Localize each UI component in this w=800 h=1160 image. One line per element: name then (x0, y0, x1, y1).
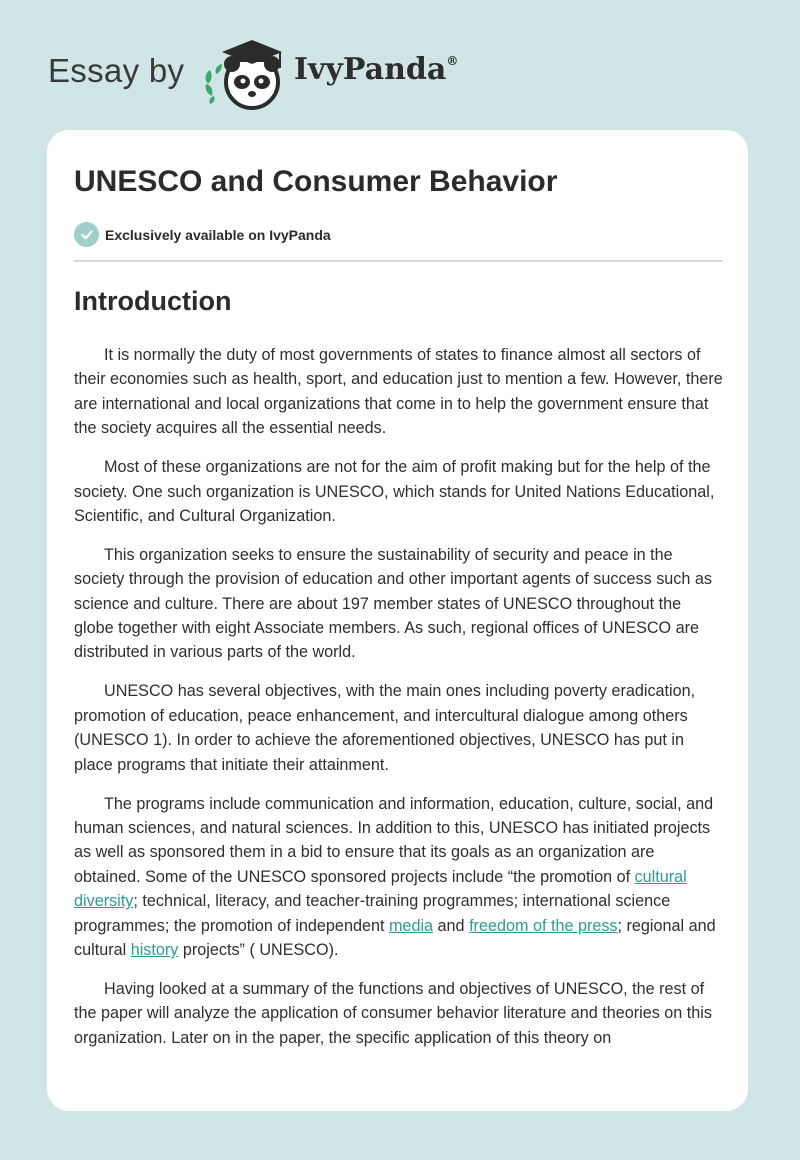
paragraph-5-text-5: projects” ( UNESCO). (178, 940, 339, 959)
page-title: UNESCO and Consumer Behavior (74, 165, 558, 198)
site-header (48, 34, 752, 114)
paragraph-5-text-2: ; technical, literacy, and teacher-training programmes; international science programmes; the promotion of independent (74, 892, 671, 935)
paragraph-5-text-4: ; regional and cultural (74, 916, 716, 959)
link-history[interactable]: history (130, 940, 179, 959)
article-body (74, 343, 724, 1065)
section-title: Introduction (74, 286, 232, 316)
paragraph-5-text-1: The programs include communication and information, education, culture, social, and human sciences, and natural sciences. In addition to this, UNESCO has initiated projects as well as sponsored them in a bid to ensure that its goals as an organization are obtained. Some of the UNESCO sponsored projects include “the promotion of (74, 794, 714, 886)
paragraph-4: UNESCO has several objectives, with the main ones including poverty eradication, promotion of education, peace enhancement, and intercultural dialogue among others (UNESCO 1). In order to achieve the aforementioned objectives, UNESCO has put in place programs that initiate their attainment. (74, 682, 696, 774)
paragraph-2: Most of these organizations are not for the aim of profit making but for the help of the society. One such organization is UNESCO, which stands for United Nations Educational, Scientific, and Cultural Organization. (74, 458, 715, 525)
essay-card (47, 130, 748, 1111)
brand-text: IvyPanda (294, 52, 447, 87)
exclusive-label: Exclusively available on IvyPanda (105, 226, 331, 243)
paragraph-6: Having looked at a summary of the functions and objectives of UNESCO, the rest of the paper will analyze the application of consumer behavior literature and theories on this organization. Later on in the paper, the specific application of this theory on (74, 979, 712, 1047)
link-freedom-of-the-press[interactable]: freedom of the press (469, 916, 618, 935)
paragraph-5 (74, 792, 724, 963)
paragraph-3: This organization seeks to ensure the sustainability of security and peace in the society through the provision of education and other important agents of success such as science and culture. There are about 197 member states of UNESCO throughout the globe together with eight Associate members. As such, regional offices of UNESCO are distributed in various parts of the world. (74, 545, 712, 662)
link-media[interactable]: media (388, 916, 434, 935)
divider (74, 260, 723, 262)
panda-graduate-logo-icon[interactable] (200, 34, 300, 114)
essay-by-label: Essay by (48, 52, 185, 89)
exclusive-badge (74, 222, 331, 247)
paragraph-5-text-3: and (433, 916, 470, 935)
brand-name[interactable] (294, 52, 458, 87)
paragraph-1: It is normally the duty of most governments of states to finance almost all sectors of their economies such as health, sport, and education just to mention a few. However, there are international and local organizations that come in to help the government ensure that the society acquires all the essential needs. (74, 346, 723, 438)
registered-mark: ® (446, 54, 459, 68)
link-cultural-diversity[interactable]: cultural diversity (74, 867, 687, 911)
check-circle-icon (74, 222, 99, 247)
